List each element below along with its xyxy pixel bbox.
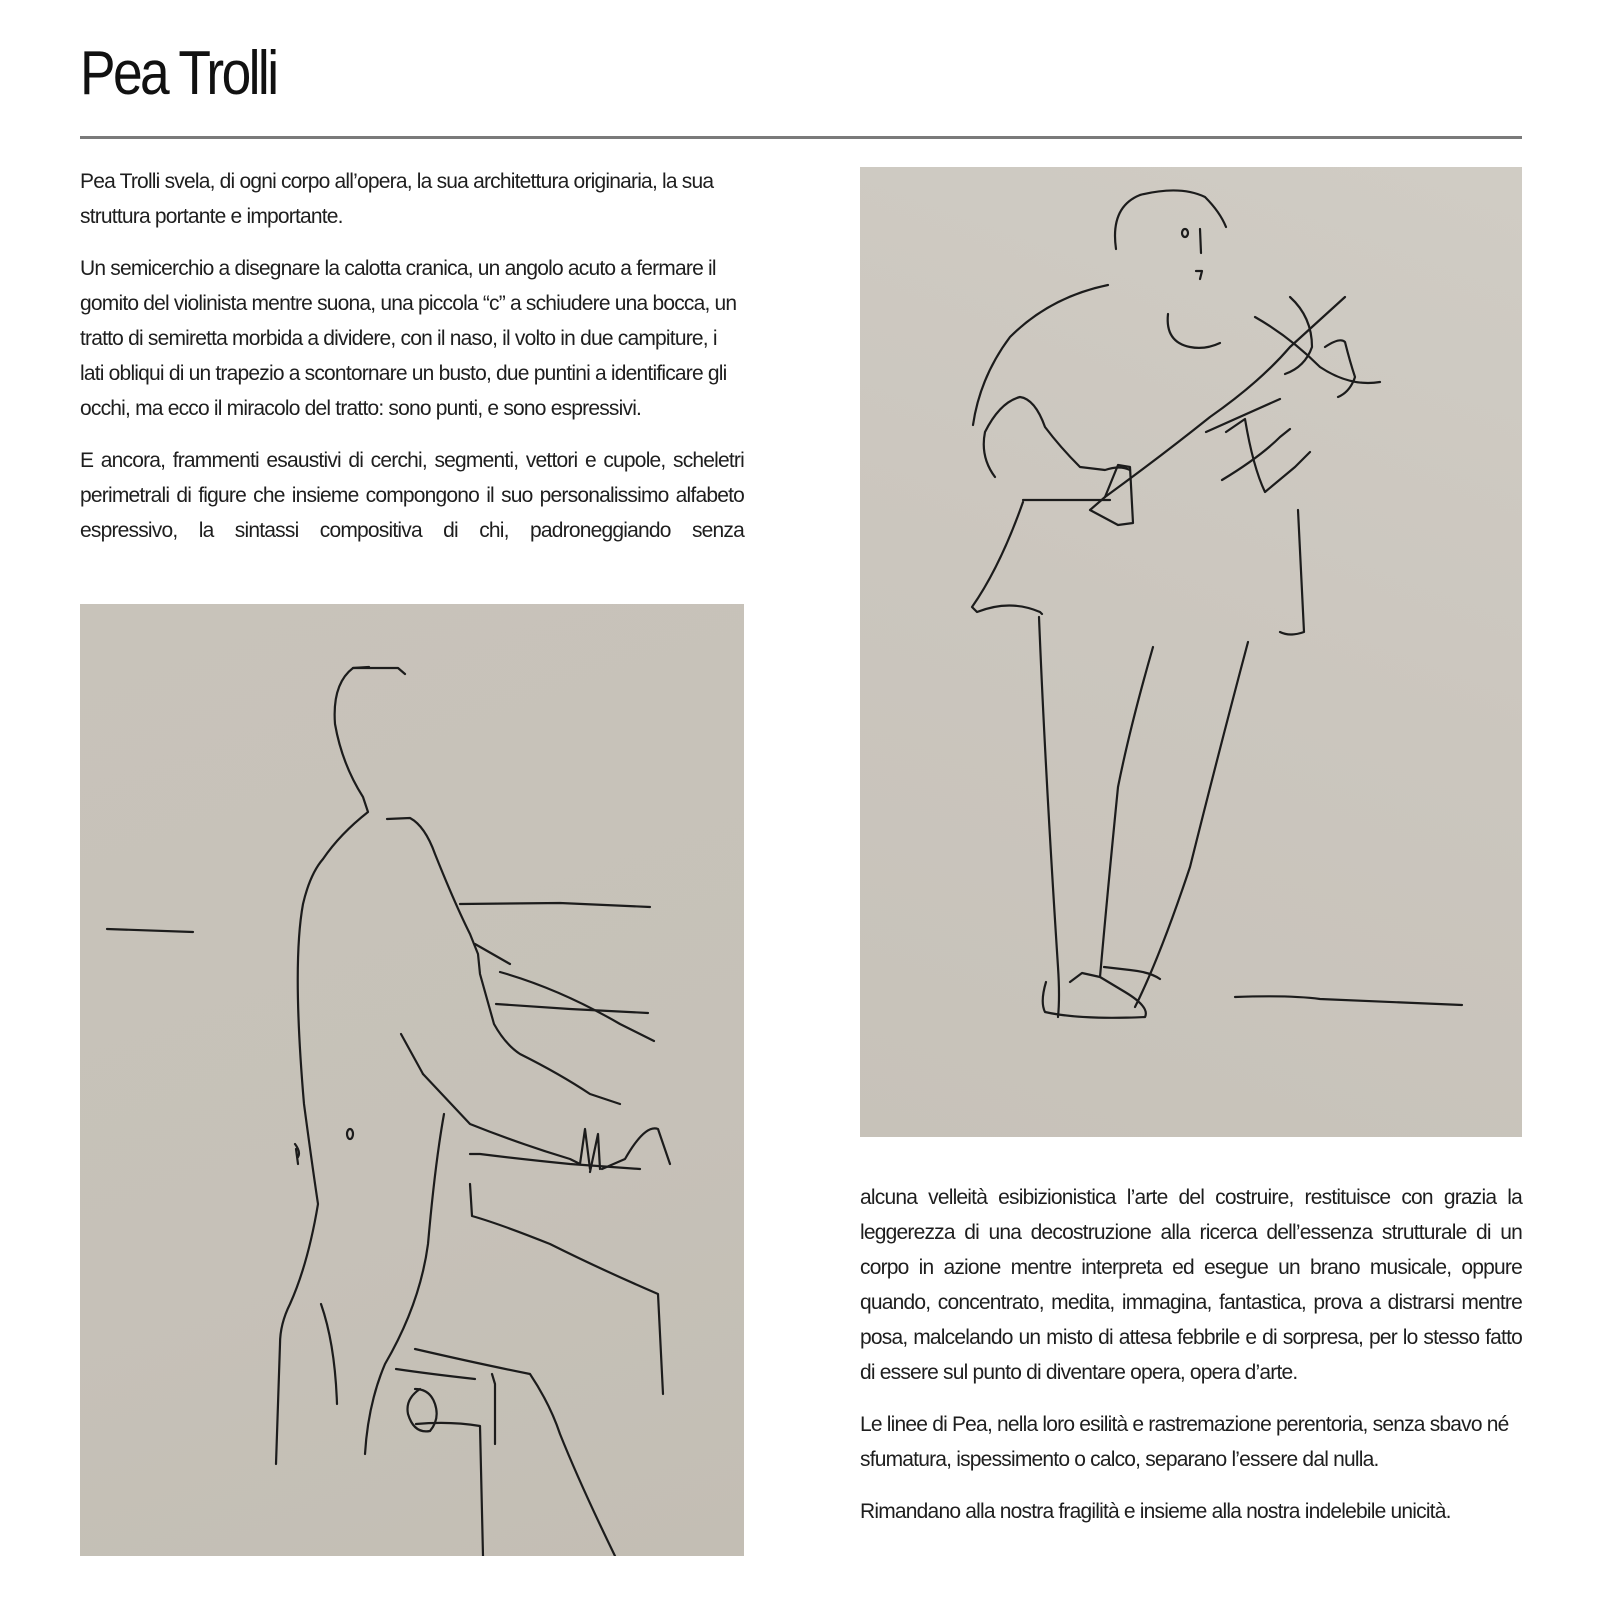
right-leg [1135,642,1248,1007]
violinist-drawing [860,167,1522,1137]
pianist-sketch-svg [80,604,744,1556]
coat-tail-right [1280,510,1304,635]
violin-string [1206,399,1280,432]
violin-body [1226,419,1310,492]
inner-arm-stroke [401,1034,423,1074]
knee-line [396,1369,475,1379]
stool-leg [492,1374,495,1444]
body-mark [295,1144,299,1164]
paragraph-6: Rimandano alla nostra fragilità e insieme alla nostra indelebile unicità. [860,1500,1451,1523]
figure-back-outline [276,667,369,1464]
violin-string-2 [1222,429,1290,480]
forearm-line [423,1074,580,1164]
keyboard-top-line [460,903,650,907]
article-left-column [80,164,744,565]
article-right-column [860,1180,1522,1546]
key-stroke [475,944,510,964]
head-top-stroke [353,668,405,674]
paragraph-5: Le linee di Pea, nella loro esilità e rastremazione perentoria, senza sbavo né sfumatura, ispessimento o calco, separano l’essere dal nulla. [860,1413,1509,1471]
hand-triangle [1090,465,1133,525]
arm-outline [984,397,1130,477]
title-divider [80,136,1522,139]
pianist-drawing [80,604,744,1556]
eye-mark [1182,229,1188,237]
scroll-curve [1285,297,1312,374]
paragraph-2: Un semicerchio a disegnare la calotta cranica, un angolo acuto a fermare il gomito del violinista mentre suona, una piccola “c” a schiudere una bocca, un tratto di semiretta morbida a dividere, con il naso, il volto in due campiture, i lati obliqui di un trapezio a scontornare un busto, due puntini a identificare gli occhi, ma ecco il miracolo del tratto: sono punti, e sono espressivi. [80,257,737,420]
thigh-line [321,1304,337,1404]
navel-mark [347,1129,353,1139]
paragraph-4: alcuna velleità esibizionistica l’arte del costruire, restituisce con grazia la leggerezza di una decostruzione alla ricerca dell’essenza strutturale di un corpo in azione mentre interpreta ed esegue un brano musicale, oppure quando, concentrato, medita, immagina, fantastica, prova a distrarsi mentre posa, malcelando un misto di attesa febbrile e di sorpresa, per lo stesso fatto di essere sul punto di diventare opera, opera d’arte. [860,1186,1522,1384]
left-horizon-line [107,929,193,932]
keyboard-lower-line [470,1154,640,1169]
nose-mark [1200,229,1201,253]
front-torso-line [365,1114,444,1454]
bow-line [1255,317,1380,383]
leg-line [415,1349,615,1556]
mouth-mark [1196,271,1202,279]
head-outline [1115,190,1226,249]
chin-curve [1168,314,1220,348]
left-leg-outer [1039,617,1059,1017]
stool-edge [416,1423,483,1556]
page-title: Pea Trolli [80,39,277,108]
left-leg-inner [1100,647,1153,977]
violin-edge [1325,340,1355,397]
paragraph-1: Pea Trolli svela, di ogni corpo all’opera, la sua architettura originaria, la sua struttura portante e importante. [80,170,714,228]
bench-line [470,1184,663,1394]
key-stroke-3 [496,1004,648,1013]
violinist-sketch-svg [860,167,1522,1137]
pedal-circle [408,1389,437,1431]
coat-tail-left [972,502,1042,614]
paragraph-3: E ancora, frammenti esaustivi di cerchi, segmenti, vettori e cupole, scheletri perimetrali di figure che insieme compongono il suo personalissimo alfabeto espressivo, la sintassi compositiva di chi, padroneggiando senza [80,449,744,542]
floor-line [1235,996,1462,1005]
shoulder-line [973,285,1108,425]
